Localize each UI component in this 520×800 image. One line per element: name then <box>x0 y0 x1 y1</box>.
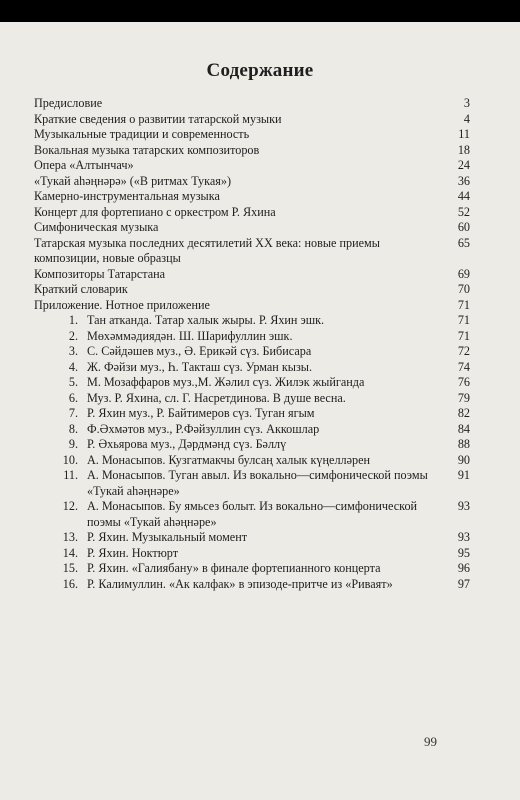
appendix-page: 82 <box>457 406 470 420</box>
toc-entry <box>34 143 470 159</box>
appendix-text: Мөхәммәдиядән. Ш. Шарифуллин эшк. <box>87 328 293 343</box>
toc-entry-page: 69 <box>457 266 470 281</box>
page-title: Содержание <box>206 60 314 81</box>
appendix-text: М. Мозаффаров муз.,М. Жәлил сүз. Жилэк жыйганда <box>87 375 365 389</box>
appendix-text: Р. Әхьярова муз., Дәрдмәнд сүз. Бәллү <box>87 437 287 451</box>
toc-entry-text: Симфоническая музыка <box>34 220 159 234</box>
appendix-entry <box>34 437 470 453</box>
appendix-index: 8. <box>68 421 78 436</box>
toc-entry-page: 36 <box>457 173 470 188</box>
appendix-page: 90 <box>457 452 470 467</box>
toc-entry-page: 18 <box>457 142 470 157</box>
appendix-entry <box>34 468 470 499</box>
toc-entry <box>34 174 470 190</box>
toc-entry-text: Композиторы Татарстана <box>34 266 166 281</box>
appendix-text: Тан атканда. Татар халык жыры. Р. Яхин эшк. <box>87 313 325 327</box>
appendix-page: 84 <box>457 421 470 436</box>
appendix-text: Р. Яхин муз., Р. Байтимеров сүз. Туган ягым <box>87 406 315 420</box>
appendix-text: С. Сәйдәшев муз., Ә. Ерикәй сүз. Бибисара <box>87 344 312 358</box>
appendix-index: 6. <box>68 390 78 405</box>
toc-entry-page: 52 <box>457 204 470 219</box>
appendix-index: 11. <box>63 468 78 482</box>
appendix-entry <box>34 422 470 438</box>
appendix-index: 13. <box>62 530 78 544</box>
appendix-index: 16. <box>62 576 78 591</box>
appendix-index: 15. <box>62 561 78 575</box>
toc-entry <box>34 220 470 236</box>
toc-entry <box>34 298 470 314</box>
appendix-entry <box>34 561 470 577</box>
toc-entry <box>34 282 470 298</box>
appendix-page: 96 <box>457 561 470 575</box>
appendix-entry <box>34 406 470 422</box>
toc-entry <box>34 205 470 221</box>
toc-entry-text: «Тукай аһәңнәрә» («В ритмах Тукая») <box>34 173 232 188</box>
toc-entry-page: 4 <box>463 111 470 126</box>
appendix-text: Р. Яхин. «Галиябану» в финале фортепианного концерта <box>87 561 381 575</box>
appendix-entry <box>34 344 470 360</box>
appendix-text: А. Монасыпов. Бу ямьсез болыт. Из вокально—симфонической поэмы «Тукай аһәңнәре» <box>87 499 418 529</box>
toc-entry-text: Предисловие <box>34 96 103 110</box>
toc-entry-text: Концерт для фортепиано с оркестром Р. Яхина <box>34 204 276 219</box>
appendix-index: 12. <box>62 499 78 513</box>
appendix-entry <box>34 546 470 562</box>
appendix-page: 93 <box>457 499 470 513</box>
toc-entry-page: 70 <box>457 282 470 296</box>
toc-entry-page: 24 <box>457 158 470 172</box>
toc-entry <box>34 127 470 143</box>
toc-entry <box>34 189 470 205</box>
appendix-text: Р. Калимуллин. «Ак калфак» в эпизоде-притче из «Риваят» <box>87 576 393 591</box>
appendix-page: 74 <box>457 359 470 374</box>
appendix-text: Ж. Фәйзи муз., Һ. Такташ сүз. Урман кызы. <box>87 359 313 374</box>
toc-entry <box>34 112 470 128</box>
appendix-page: 71 <box>457 328 470 343</box>
page-number: 99 <box>424 734 437 749</box>
toc-entry-text: Опера «Алтынчач» <box>34 158 134 172</box>
appendix-page: 91 <box>457 468 470 482</box>
appendix-entry <box>34 360 470 376</box>
appendix-text: Р. Яхин. Музыкальный момент <box>87 530 248 544</box>
appendix-entry <box>34 453 470 469</box>
appendix-index: 9. <box>68 437 78 451</box>
appendix-index: 10. <box>62 452 78 467</box>
toc-entry-page: 3 <box>463 96 470 110</box>
appendix-text: Ф.Әхмәтов муз., Р.Фәйзуллин сүз. Аккошлар <box>87 421 320 436</box>
toc-entry-text: Вокальная музыка татарских композиторов <box>34 142 260 157</box>
appendix-entry <box>34 499 470 530</box>
toc-entry-text: Камерно-инструментальная музыка <box>34 189 220 203</box>
table-of-contents <box>34 96 470 592</box>
toc-entry-text: Приложение. Нотное приложение <box>34 297 210 312</box>
appendix-page: 97 <box>457 576 470 591</box>
toc-entry <box>34 158 470 174</box>
appendix-index: 14. <box>62 545 78 560</box>
appendix-page: 93 <box>457 530 470 544</box>
toc-entry-text: Краткие сведения о развитии татарской музыки <box>34 111 282 126</box>
toc-entry-page: 44 <box>457 189 470 203</box>
book-page <box>0 22 520 800</box>
toc-entry-text: Краткий словарик <box>34 282 128 296</box>
appendix-entry <box>34 577 470 593</box>
appendix-page: 71 <box>457 313 470 327</box>
appendix-index: 4. <box>68 359 78 374</box>
appendix-entry <box>34 313 470 329</box>
appendix-page: 79 <box>457 390 470 405</box>
toc-entry-text: Музыкальные традиции и современность <box>34 127 250 141</box>
appendix-page: 88 <box>457 437 470 451</box>
toc-entry-page: 65 <box>457 235 470 250</box>
appendix-entry <box>34 391 470 407</box>
toc-entry <box>34 267 470 283</box>
toc-entry-page: 71 <box>457 297 470 312</box>
appendix-index: 5. <box>68 375 78 389</box>
appendix-text: А. Монасыпов. Туган авыл. Из вокально—симфонической поэмы «Тукай аһәңнәре» <box>87 468 428 498</box>
appendix-index: 3. <box>68 344 78 358</box>
appendix-page: 76 <box>457 375 470 389</box>
appendix-index: 1. <box>68 313 78 327</box>
toc-entry-text: Татарская музыка последних десятилетий XX века: новые приемы композиции, новые образцы <box>34 235 380 265</box>
appendix-entry <box>34 329 470 345</box>
appendix-entry <box>34 530 470 546</box>
toc-entry-page: 11 <box>458 127 470 141</box>
appendix-page: 95 <box>457 545 470 560</box>
appendix-text: Р. Яхин. Ноктюрт <box>87 545 179 560</box>
toc-entry-page: 60 <box>457 220 470 234</box>
toc-entry <box>34 236 470 267</box>
appendix-text: Муз. Р. Яхина, сл. Г. Насретдинова. В душе весна. <box>87 390 346 405</box>
appendix-index: 7. <box>68 406 78 420</box>
appendix-entry <box>34 375 470 391</box>
appendix-page: 72 <box>457 344 470 358</box>
toc-entry <box>34 96 470 112</box>
appendix-text: А. Монасыпов. Кузгатмакчы булсаң халык күңелләрен <box>87 452 371 467</box>
appendix-index: 2. <box>68 328 78 343</box>
